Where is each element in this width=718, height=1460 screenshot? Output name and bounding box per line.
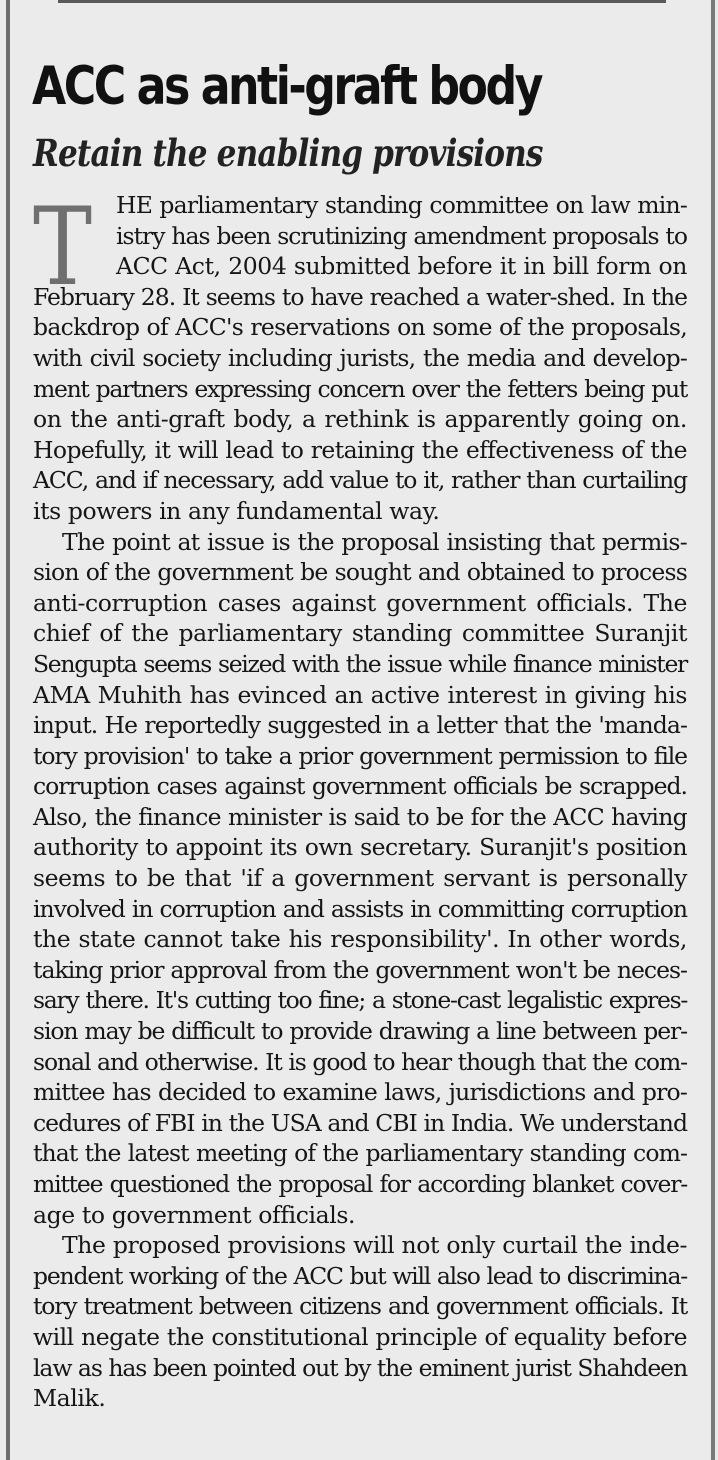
body-line: taking prior approval from the government won't be neces- (33, 955, 687, 984)
body-line: pendent working of the ACC but will also lead to discrimina- (33, 1261, 687, 1290)
body-line: February 28. It seems to have reached a water-shed. In the (33, 282, 687, 311)
body-line: the state cannot take his responsibility'. In other words, (33, 925, 687, 954)
body-line: istry has been scrutinizing amendment proposals to (116, 221, 687, 250)
body-line: sary there. It's cutting too fine; a stone-cast legalistic expres- (33, 986, 687, 1015)
top-border-rule (58, 0, 666, 3)
headline: ACC as anti-graft body (32, 56, 541, 117)
body-line: Hopefully, it will lead to retaining the effectiveness of the (33, 435, 687, 464)
body-line: The proposed provisions will not only curtail the inde- (62, 1231, 687, 1260)
body-line: The point at issue is the proposal insisting that permis- (62, 527, 687, 556)
body-line: authority to appoint its own secretary. Suranjit's position (33, 833, 687, 862)
body-line: that the latest meeting of the parliamentary standing com- (33, 1139, 687, 1168)
body-line: with civil society including jurists, the media and develop- (33, 343, 687, 372)
body-line: mittee questioned the proposal for according blanket cover- (33, 1170, 687, 1198)
body-line: its powers in any fundamental way. (33, 496, 440, 525)
body-line: HE parliamentary standing committee on law min- (116, 191, 687, 219)
body-line: sonal and otherwise. It is good to hear though that the com- (33, 1047, 687, 1076)
body-line: sion may be difficult to provide drawing a line between per- (33, 1017, 687, 1046)
body-line: cedures of FBI in the USA and CBI in India. We understand (33, 1108, 687, 1137)
body-line: age to government officials. (33, 1200, 356, 1229)
body-line: law as has been pointed out by the eminent jurist Shahdeen (33, 1353, 687, 1382)
body-line: corruption cases against government officials be scrapped. (33, 772, 687, 801)
body-line: involved in corruption and assists in committing corruption (33, 894, 687, 923)
body-line: on the anti-graft body, a rethink is apparently going on. (33, 405, 687, 434)
left-border-rule (6, 0, 10, 1460)
body-line: seems to be that 'if a government servant is personally (33, 864, 687, 893)
body-line: will negate the constitutional principle of equality before (33, 1322, 687, 1351)
article-body (33, 185, 687, 1414)
subheadline: Retain the enabling provisions (33, 131, 543, 175)
body-line: chief of the parliamentary standing committee Suranjit (33, 619, 687, 648)
body-line: tory treatment between citizens and government officials. It (33, 1292, 687, 1321)
right-border-rule (711, 0, 715, 1460)
body-line: ACC Act, 2004 submitted before it in bill form on (116, 252, 687, 281)
body-line: Malik. (33, 1384, 106, 1413)
body-line: ment partners expressing concern over the fetters being put (33, 374, 687, 403)
body-line: input. He reportedly suggested in a letter that the 'manda- (33, 711, 687, 740)
drop-cap: T (33, 185, 93, 310)
body-line: mittee has decided to examine laws, jurisdictions and pro- (33, 1078, 687, 1107)
body-line: Sengupta seems seized with the issue while finance minister (33, 649, 687, 678)
body-line: backdrop of ACC's reservations on some of the proposals, (33, 313, 687, 342)
body-line: AMA Muhith has evinced an active interest in giving his (33, 680, 687, 709)
body-line: anti-corruption cases against government officials. The (33, 588, 687, 617)
body-line: Also, the finance minister is said to be for the ACC having (33, 802, 687, 831)
body-line: ACC, and if necessary, add value to it, rather than curtailing (33, 466, 687, 495)
body-line: sion of the government be sought and obtained to process (33, 558, 687, 587)
body-line: tory provision' to take a prior government permission to file (33, 741, 687, 770)
